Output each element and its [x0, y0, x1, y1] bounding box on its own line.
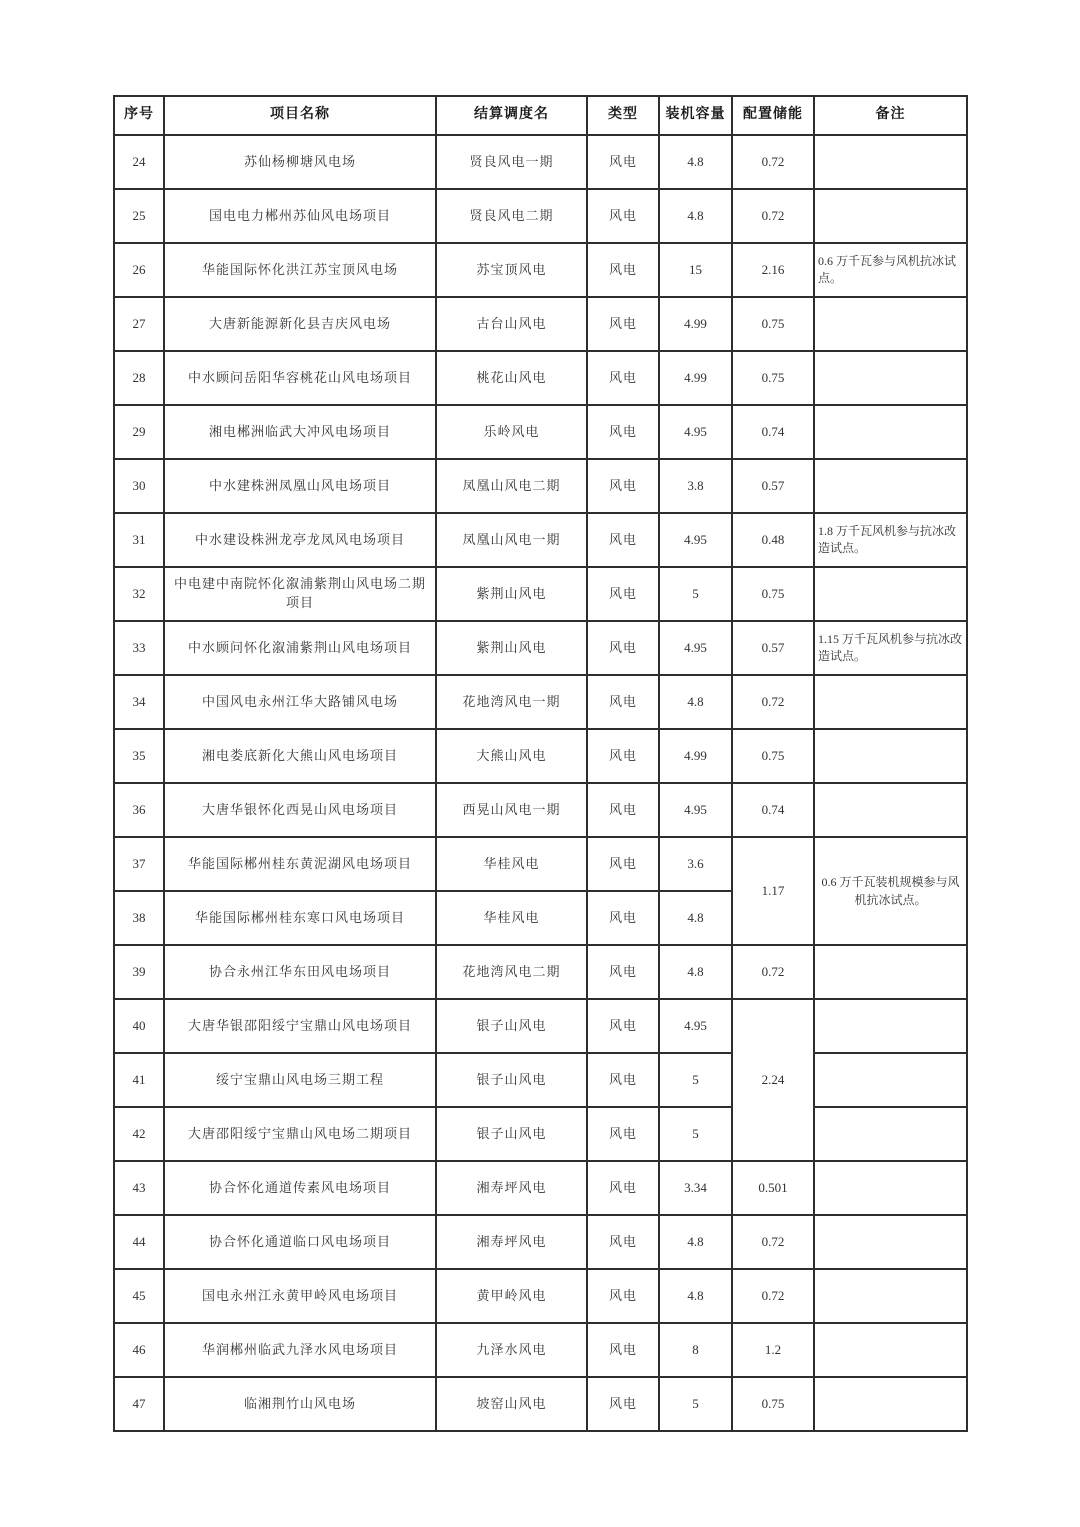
cell-type: 风电: [587, 459, 659, 513]
cell-dispatch: 贤良风电二期: [436, 189, 587, 243]
cell-type: 风电: [587, 675, 659, 729]
cell-name: 中电建中南院怀化溆浦紫荆山风电场二期项目: [164, 567, 436, 621]
cell-storage: 0.48: [732, 513, 814, 567]
cell-dispatch: 乐岭风电: [436, 405, 587, 459]
cell-remark: [814, 729, 967, 783]
cell-dispatch: 紫荆山风电: [436, 621, 587, 675]
cell-type: 风电: [587, 1161, 659, 1215]
cell-remark: [814, 189, 967, 243]
table-row: [114, 135, 967, 189]
cell-type: 风电: [587, 1215, 659, 1269]
cell-remark: [814, 351, 967, 405]
header-type: 类型: [587, 96, 659, 135]
cell-dispatch: 花地湾风电二期: [436, 945, 587, 999]
table-row: [114, 729, 967, 783]
cell-name: 华能国际郴州桂东寒口风电场项目: [164, 891, 436, 945]
cell-capacity: 4.8: [659, 675, 732, 729]
cell-storage: 0.74: [732, 783, 814, 837]
header-project-name: 项目名称: [164, 96, 436, 135]
cell-capacity: 3.6: [659, 837, 732, 891]
cell-capacity: 4.95: [659, 783, 732, 837]
cell-no: 25: [114, 189, 164, 243]
table-row: [114, 675, 967, 729]
cell-storage: 1.2: [732, 1323, 814, 1377]
cell-remark: 1.15 万千瓦风机参与抗冰改造试点。: [814, 621, 967, 675]
cell-storage: 0.72: [732, 1215, 814, 1269]
cell-name: 湘电郴洲临武大冲风电场项目: [164, 405, 436, 459]
table-row: [114, 1107, 967, 1161]
cell-name: 协合永州江华东田风电场项目: [164, 945, 436, 999]
cell-name: 协合怀化通道临口风电场项目: [164, 1215, 436, 1269]
cell-remark: 0.6 万千瓦参与风机抗冰试点。: [814, 243, 967, 297]
cell-storage: 0.72: [732, 135, 814, 189]
table-row: [114, 189, 967, 243]
cell-capacity: 4.8: [659, 945, 732, 999]
cell-storage: 2.16: [732, 243, 814, 297]
cell-name: 中水建设株洲龙亭龙凤风电场项目: [164, 513, 436, 567]
cell-no: 43: [114, 1161, 164, 1215]
cell-type: 风电: [587, 999, 659, 1053]
cell-no: 46: [114, 1323, 164, 1377]
cell-dispatch: 苏宝顶风电: [436, 243, 587, 297]
cell-name: 华润郴州临武九泽水风电场项目: [164, 1323, 436, 1377]
header-remark: 备注: [814, 96, 967, 135]
cell-type: 风电: [587, 567, 659, 621]
cell-remark: [814, 1323, 967, 1377]
cell-remark: [814, 783, 967, 837]
cell-name: 大唐华银怀化西晃山风电场项目: [164, 783, 436, 837]
cell-type: 风电: [587, 1269, 659, 1323]
cell-no: 40: [114, 999, 164, 1053]
cell-dispatch: 银子山风电: [436, 1053, 587, 1107]
header-row: [114, 96, 967, 135]
table-row: [114, 297, 967, 351]
cell-capacity: 8: [659, 1323, 732, 1377]
table-header: [114, 96, 967, 135]
cell-name: 大唐新能源新化县吉庆风电场: [164, 297, 436, 351]
cell-dispatch: 花地湾风电一期: [436, 675, 587, 729]
cell-name: 湘电娄底新化大熊山风电场项目: [164, 729, 436, 783]
cell-remark: [814, 1053, 967, 1107]
cell-dispatch: 黄甲岭风电: [436, 1269, 587, 1323]
cell-type: 风电: [587, 297, 659, 351]
cell-capacity: 4.99: [659, 729, 732, 783]
cell-no: 32: [114, 567, 164, 621]
cell-dispatch: 西晃山风电一期: [436, 783, 587, 837]
cell-type: 风电: [587, 189, 659, 243]
cell-name: 中水顾问岳阳华容桃花山风电场项目: [164, 351, 436, 405]
cell-type: 风电: [587, 1323, 659, 1377]
cell-remark: [814, 297, 967, 351]
cell-capacity: 4.8: [659, 1269, 732, 1323]
cell-name: 大唐邵阳绥宁宝鼎山风电场二期项目: [164, 1107, 436, 1161]
cell-capacity: 5: [659, 567, 732, 621]
table-row: [114, 1377, 967, 1431]
cell-name: 大唐华银邵阳绥宁宝鼎山风电场项目: [164, 999, 436, 1053]
cell-remark: [814, 405, 967, 459]
cell-no: 24: [114, 135, 164, 189]
cell-type: 风电: [587, 135, 659, 189]
cell-type: 风电: [587, 1377, 659, 1431]
cell-type: 风电: [587, 729, 659, 783]
cell-no: 34: [114, 675, 164, 729]
cell-type: 风电: [587, 351, 659, 405]
cell-capacity: 4.95: [659, 999, 732, 1053]
cell-type: 风电: [587, 1053, 659, 1107]
header-dispatch-name: 结算调度名: [436, 96, 587, 135]
cell-remark: [814, 567, 967, 621]
table-row: [114, 621, 967, 675]
cell-no: 33: [114, 621, 164, 675]
cell-no: 26: [114, 243, 164, 297]
header-capacity: 装机容量: [659, 96, 732, 135]
cell-name: 国电电力郴州苏仙风电场项目: [164, 189, 436, 243]
cell-capacity: 4.99: [659, 297, 732, 351]
cell-storage: 0.75: [732, 729, 814, 783]
cell-name: 中水建株洲凤凰山风电场项目: [164, 459, 436, 513]
cell-storage: 0.75: [732, 297, 814, 351]
cell-remark: [814, 459, 967, 513]
cell-capacity: 4.95: [659, 513, 732, 567]
cell-type: 风电: [587, 243, 659, 297]
table-row: [114, 567, 967, 621]
cell-capacity: 4.8: [659, 1215, 732, 1269]
table-row: [114, 243, 967, 297]
cell-dispatch: 坡窑山风电: [436, 1377, 587, 1431]
cell-dispatch: 桃花山风电: [436, 351, 587, 405]
cell-storage: 1.17: [732, 837, 814, 945]
cell-dispatch: 紫荆山风电: [436, 567, 587, 621]
cell-type: 风电: [587, 1107, 659, 1161]
cell-dispatch: 湘寿坪风电: [436, 1161, 587, 1215]
cell-capacity: 4.8: [659, 891, 732, 945]
cell-no: 31: [114, 513, 164, 567]
cell-type: 风电: [587, 837, 659, 891]
table-body: [114, 135, 967, 1431]
table-row: [114, 1053, 967, 1107]
cell-dispatch: 银子山风电: [436, 999, 587, 1053]
cell-dispatch: 凤凰山风电二期: [436, 459, 587, 513]
table-row: [114, 837, 967, 891]
cell-capacity: 15: [659, 243, 732, 297]
cell-capacity: 5: [659, 1107, 732, 1161]
cell-no: 42: [114, 1107, 164, 1161]
cell-capacity: 4.95: [659, 621, 732, 675]
table-row: [114, 1215, 967, 1269]
cell-storage: 0.72: [732, 1269, 814, 1323]
table-row: [114, 1269, 967, 1323]
cell-no: 47: [114, 1377, 164, 1431]
cell-no: 35: [114, 729, 164, 783]
cell-dispatch: 贤良风电一期: [436, 135, 587, 189]
cell-no: 38: [114, 891, 164, 945]
cell-remark: [814, 1377, 967, 1431]
cell-type: 风电: [587, 891, 659, 945]
cell-storage: 0.57: [732, 459, 814, 513]
cell-remark: 1.8 万千瓦风机参与抗冰改造试点。: [814, 513, 967, 567]
cell-remark: [814, 1215, 967, 1269]
cell-dispatch: 银子山风电: [436, 1107, 587, 1161]
cell-capacity: 3.34: [659, 1161, 732, 1215]
table-row: [114, 351, 967, 405]
cell-storage: 0.72: [732, 675, 814, 729]
cell-no: 39: [114, 945, 164, 999]
cell-dispatch: 湘寿坪风电: [436, 1215, 587, 1269]
cell-capacity: 5: [659, 1377, 732, 1431]
cell-no: 36: [114, 783, 164, 837]
table-row: [114, 1323, 967, 1377]
cell-dispatch: 华桂风电: [436, 891, 587, 945]
cell-name: 中水顾问怀化溆浦紫荆山风电场项目: [164, 621, 436, 675]
cell-dispatch: 大熊山风电: [436, 729, 587, 783]
cell-dispatch: 九泽水风电: [436, 1323, 587, 1377]
table-row: [114, 945, 967, 999]
table-row: [114, 783, 967, 837]
table-row: [114, 513, 967, 567]
cell-storage: 0.75: [732, 567, 814, 621]
cell-dispatch: 凤凰山风电一期: [436, 513, 587, 567]
cell-type: 风电: [587, 621, 659, 675]
header-storage: 配置储能: [732, 96, 814, 135]
table-row: [114, 1161, 967, 1215]
cell-remark: [814, 675, 967, 729]
cell-name: 华能国际怀化洪江苏宝顶风电场: [164, 243, 436, 297]
cell-no: 28: [114, 351, 164, 405]
cell-remark: [814, 1161, 967, 1215]
cell-capacity: 4.8: [659, 189, 732, 243]
cell-storage: 0.72: [732, 945, 814, 999]
cell-no: 29: [114, 405, 164, 459]
cell-capacity: 4.99: [659, 351, 732, 405]
cell-name: 华能国际郴州桂东黄泥湖风电场项目: [164, 837, 436, 891]
cell-storage: 0.75: [732, 351, 814, 405]
cell-name: 临湘荆竹山风电场: [164, 1377, 436, 1431]
cell-no: 37: [114, 837, 164, 891]
header-no: 序号: [114, 96, 164, 135]
cell-remark: [814, 1269, 967, 1323]
cell-storage: 2.24: [732, 999, 814, 1161]
cell-capacity: 4.8: [659, 135, 732, 189]
cell-remark: 0.6 万千瓦装机规模参与风机抗冰试点。: [814, 837, 967, 945]
cell-name: 绥宁宝鼎山风电场三期工程: [164, 1053, 436, 1107]
cell-dispatch: 古台山风电: [436, 297, 587, 351]
cell-no: 44: [114, 1215, 164, 1269]
cell-remark: [814, 1107, 967, 1161]
cell-capacity: 5: [659, 1053, 732, 1107]
cell-type: 风电: [587, 945, 659, 999]
table-row: [114, 999, 967, 1053]
cell-type: 风电: [587, 513, 659, 567]
cell-remark: [814, 135, 967, 189]
cell-name: 中国风电永州江华大路铺风电场: [164, 675, 436, 729]
cell-name: 协合怀化通道传素风电场项目: [164, 1161, 436, 1215]
cell-no: 41: [114, 1053, 164, 1107]
projects-table: [113, 95, 968, 1432]
cell-name: 国电永州江永黄甲岭风电场项目: [164, 1269, 436, 1323]
cell-dispatch: 华桂风电: [436, 837, 587, 891]
cell-capacity: 4.95: [659, 405, 732, 459]
projects-table-container: [113, 95, 968, 1432]
cell-type: 风电: [587, 405, 659, 459]
table-row: [114, 459, 967, 513]
cell-storage: 0.72: [732, 189, 814, 243]
table-row: [114, 405, 967, 459]
cell-storage: 0.501: [732, 1161, 814, 1215]
cell-capacity: 3.8: [659, 459, 732, 513]
cell-no: 45: [114, 1269, 164, 1323]
cell-remark: [814, 945, 967, 999]
cell-storage: 0.74: [732, 405, 814, 459]
cell-storage: 0.75: [732, 1377, 814, 1431]
cell-name: 苏仙杨柳塘风电场: [164, 135, 436, 189]
cell-no: 30: [114, 459, 164, 513]
cell-remark: [814, 999, 967, 1053]
cell-storage: 0.57: [732, 621, 814, 675]
cell-no: 27: [114, 297, 164, 351]
cell-type: 风电: [587, 783, 659, 837]
